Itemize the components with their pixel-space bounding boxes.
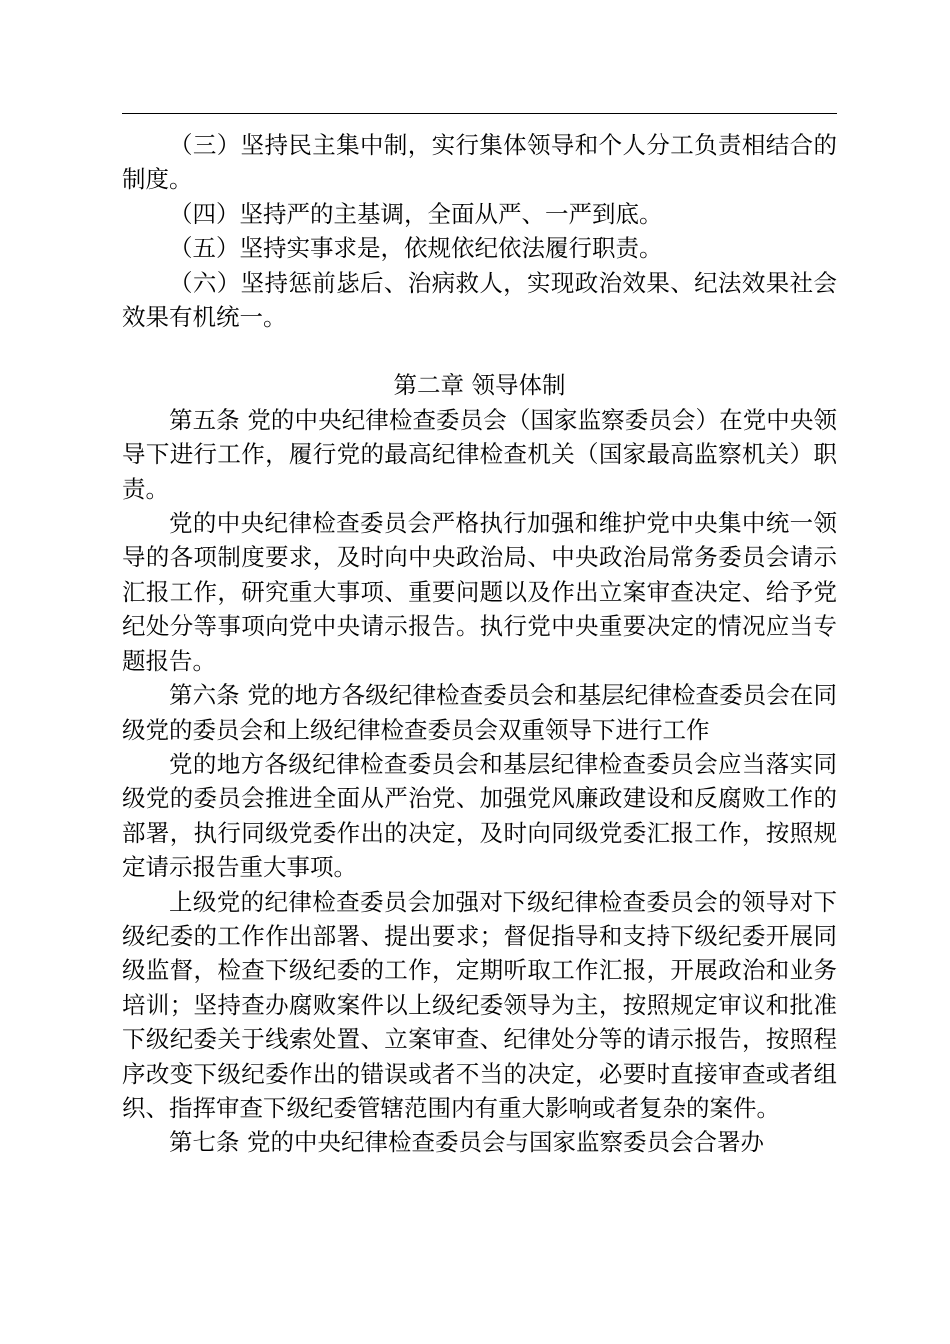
principle-4: （四）坚持严的主基调，全面从严、一严到底。 bbox=[169, 199, 663, 228]
header-rule bbox=[122, 113, 837, 114]
article-5: 第五条 党的中央纪律检查委员会（国家监察委员会）在党中央领导下进行工作，履行党的最高纪律检查机关（国家最高监察机关）职责。 bbox=[122, 405, 837, 503]
principle-3: （三）坚持民主集中制，实行集体领导和个人分工负责相结合的制度。 bbox=[122, 131, 837, 194]
article-6-para-3: 上级党的纪律检查委员会加强对下级纪律检查委员会的领导对下级纪委的工作作出部署、提出要求；督促指导和支持下级纪委开展同级监督，检查下级纪委的工作，定期听取工作汇报，开展政治和业务培训；坚持查办腐败案件以上级纪委领导为主，按照规定审议和批准下级纪委关于线索处置、立案审查、纪律处分等的请示报告，按照程序改变下级纪委作出的错误或者不当的决定，必要时直接审查或者组织、指挥审查下级纪委管辖范围内有重大影响或者复杂的案件。 bbox=[122, 887, 837, 1122]
principle-5: （五）坚持实事求是，依规依纪依法履行职责。 bbox=[169, 234, 663, 263]
article-6-para-2: 党的地方各级纪律检查委员会和基层纪律检查委员会应当落实同级党的委员会推进全面从严治党、加强党风廉政建设和反腐败工作的部署，执行同级党委作出的决定，及时向同级党委汇报工作，按照规定请示报告重大事项。 bbox=[122, 749, 837, 882]
article-5-para-2: 党的中央纪律检查委员会严格执行加强和维护党中央集中统一领导的各项制度要求，及时向中央政治局、中央政治局常务委员会请示汇报工作，研究重大事项、重要问题以及作出立案审查决定、给予党纪处分等事项向党中央请示报告。执行党中央重要决定的情况应当专题报告。 bbox=[122, 509, 837, 675]
document-body bbox=[122, 128, 837, 1160]
article-7: 第七条 党的中央纪律检查委员会与国家监察委员会合署办 bbox=[169, 1128, 764, 1157]
chapter-title: 第二章 领导体制 bbox=[393, 371, 566, 400]
article-6: 第六条 党的地方各级纪律检查委员会和基层纪律检查委员会在同级党的委员会和上级纪律检查委员会双重领导下进行工作 bbox=[122, 681, 837, 744]
section-gap bbox=[122, 334, 837, 368]
principle-6: （六）坚持惩前毖后、治病救人，实现政治效果、纪法效果社会效果有机统一。 bbox=[122, 268, 837, 332]
